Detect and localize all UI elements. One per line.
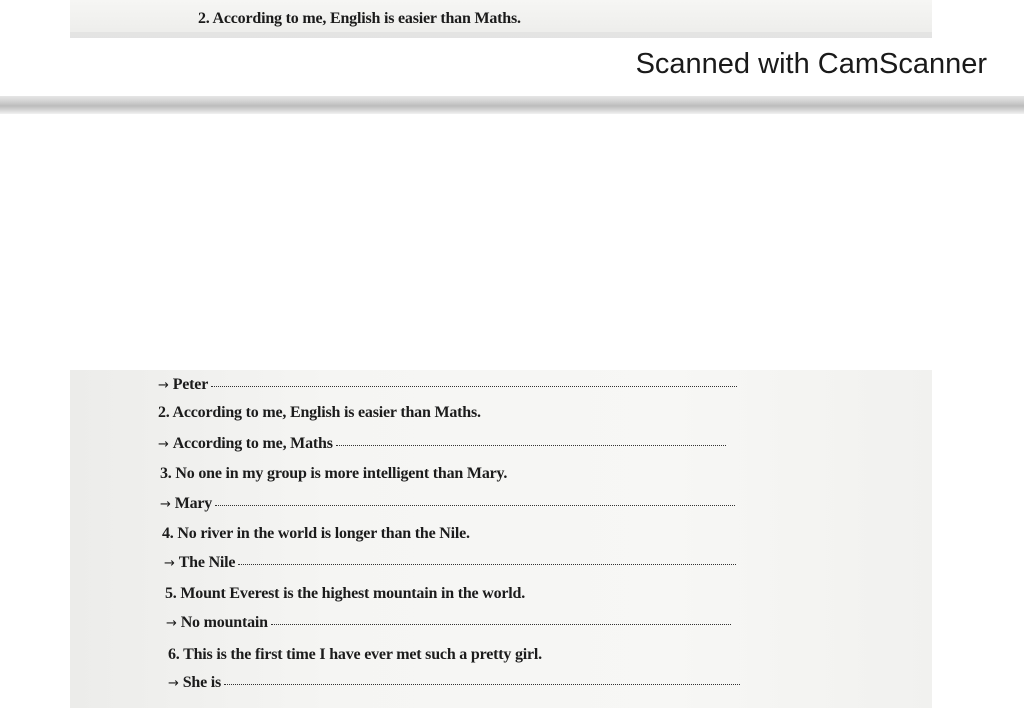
answer-prompt: Peter bbox=[172, 376, 209, 393]
answer-blank[interactable] bbox=[215, 504, 735, 506]
answer-prompt: She is bbox=[182, 674, 222, 691]
answer-prompt: According to me, Maths bbox=[172, 435, 333, 452]
arrow-icon: → bbox=[160, 497, 171, 512]
arrow-icon: → bbox=[158, 378, 169, 393]
fragment-sentence: 2. According to me, English is easier than Maths. bbox=[198, 10, 521, 27]
question-text: 2. According to me, English is easier than Maths. bbox=[158, 404, 481, 421]
answer-line-6 bbox=[168, 674, 740, 692]
page-edge bbox=[70, 32, 932, 38]
answer-blank[interactable] bbox=[336, 444, 726, 446]
question-line-2 bbox=[158, 404, 481, 422]
answer-prompt: Mary bbox=[174, 495, 213, 512]
answer-line-5 bbox=[166, 614, 731, 632]
answer-line-2 bbox=[158, 435, 726, 453]
question-text: 6. This is the first time I have ever met such a pretty girl. bbox=[168, 646, 542, 663]
answer-blank[interactable] bbox=[271, 623, 731, 625]
answer-line-4 bbox=[164, 554, 736, 572]
answer-prompt: The Nile bbox=[178, 554, 236, 571]
question-text: 4. No river in the world is longer than the Nile. bbox=[162, 525, 470, 542]
question-line-3 bbox=[160, 465, 507, 483]
answer-prompt: No mountain bbox=[180, 614, 268, 631]
page-divider bbox=[0, 96, 1024, 114]
arrow-icon: → bbox=[158, 437, 169, 452]
previous-page-fragment bbox=[70, 0, 932, 38]
answer-blank[interactable] bbox=[238, 563, 736, 565]
arrow-icon: → bbox=[168, 676, 179, 691]
answer-blank[interactable] bbox=[211, 385, 737, 387]
question-text: 5. Mount Everest is the highest mountain in the world. bbox=[165, 585, 526, 602]
arrow-icon: → bbox=[166, 616, 177, 631]
camscanner-watermark: Scanned with CamScanner bbox=[635, 48, 987, 80]
arrow-icon: → bbox=[164, 556, 175, 571]
answer-blank[interactable] bbox=[224, 683, 740, 685]
question-line-4 bbox=[162, 525, 470, 543]
question-line-5 bbox=[165, 585, 525, 603]
question-line-6 bbox=[168, 646, 542, 664]
answer-line-1 bbox=[158, 376, 737, 394]
question-text: 3. No one in my group is more intelligent than Mary. bbox=[160, 465, 508, 482]
worksheet-page bbox=[70, 370, 932, 708]
answer-line-3 bbox=[160, 495, 735, 513]
